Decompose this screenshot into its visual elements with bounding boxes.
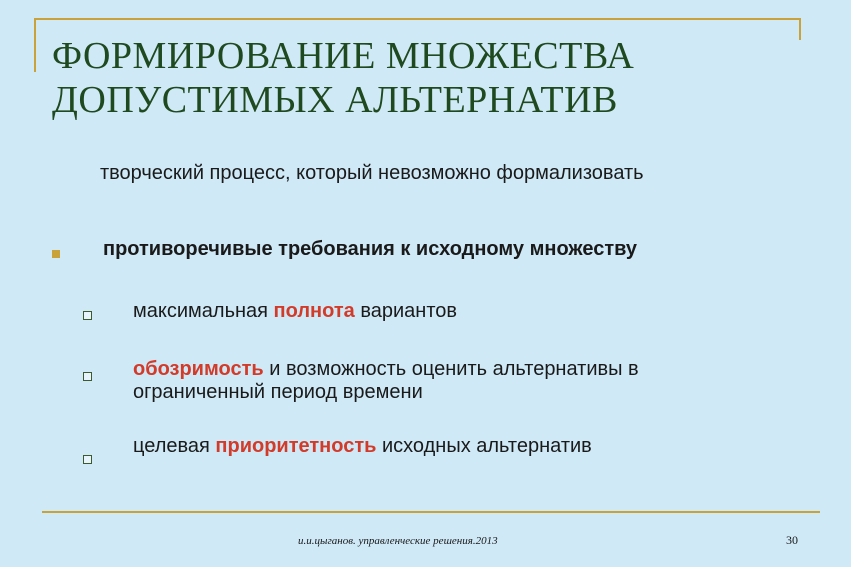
footer-author: и.и.цыганов. управленческие решения.2013 bbox=[298, 535, 498, 547]
square-bullet-icon bbox=[52, 250, 60, 258]
frame-right-tick bbox=[799, 18, 801, 40]
hollow-square-bullet-icon bbox=[83, 372, 92, 381]
page-number: 30 bbox=[786, 533, 798, 547]
sub-item-2-line2: ограниченный период времени bbox=[133, 381, 423, 403]
intro-text: творческий процесс, который невозможно формализовать bbox=[100, 162, 644, 184]
sub-item-3 bbox=[133, 435, 592, 458]
sub-item-1-highlight: полнота bbox=[273, 300, 355, 322]
sub-item-3-highlight: приоритетность bbox=[215, 435, 377, 457]
sub-item-3-after: исходных альтернатив bbox=[376, 435, 592, 457]
hollow-square-bullet-icon bbox=[83, 455, 92, 464]
footer-rule bbox=[42, 511, 820, 513]
sub-item-1-after: вариантов bbox=[354, 300, 458, 322]
hollow-square-bullet-icon bbox=[83, 311, 92, 320]
sub-item-2-highlight: обозримость bbox=[133, 358, 264, 380]
sub-item-2 bbox=[133, 358, 639, 404]
main-bullet-text: противоречивые требования к исходному множеству bbox=[103, 238, 638, 260]
sub-item-3-before: целевая bbox=[133, 435, 216, 457]
sub-item-1 bbox=[133, 300, 457, 323]
frame-left-rule bbox=[34, 18, 36, 72]
sub-item-1-before: максимальная bbox=[133, 300, 274, 322]
sub-item-2-after: и возможность оценить альтернативы в bbox=[263, 358, 639, 380]
slide-title-line2: ДОПУСТИМЫХ АЛЬТЕРНАТИВ bbox=[52, 79, 618, 121]
slide-title bbox=[52, 34, 634, 122]
frame-top-rule bbox=[34, 18, 801, 20]
slide-title-line1: ФОРМИРОВАНИЕ МНОЖЕСТВА bbox=[52, 35, 635, 77]
